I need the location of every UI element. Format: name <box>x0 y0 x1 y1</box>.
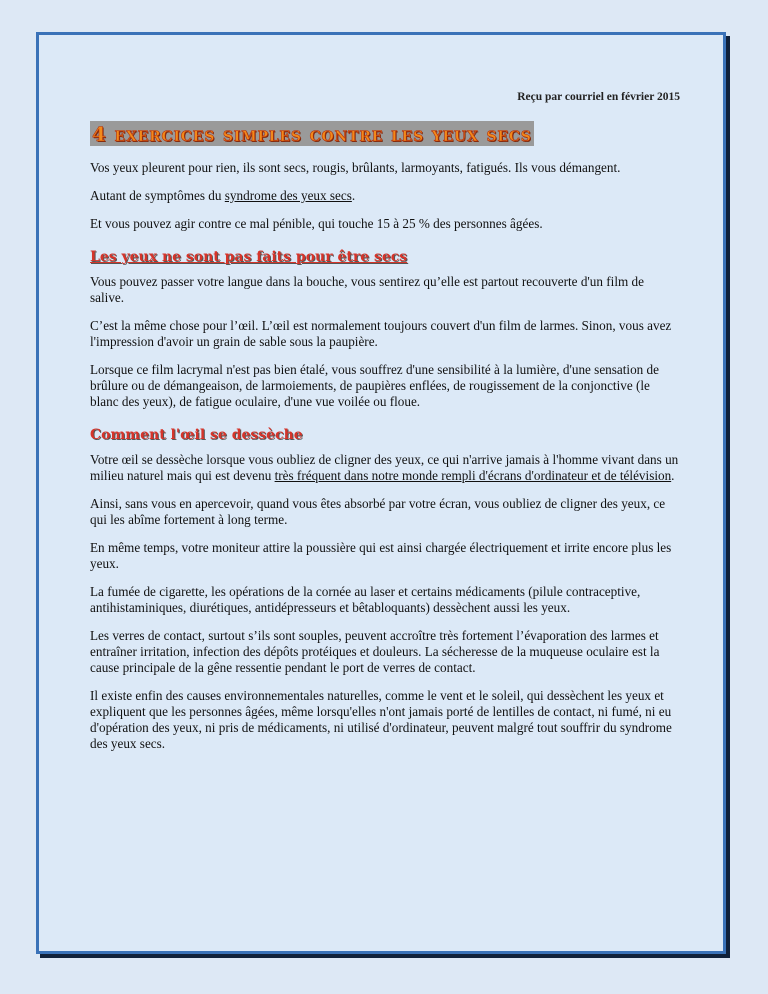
received-note: Reçu par courriel en février 2015 <box>517 91 680 103</box>
section-heading-1-text: Les yeux ne sont pas faits pour être secs <box>90 249 408 265</box>
section2-paragraph-1 <box>90 452 680 484</box>
section2-paragraph-4: La fumée de cigarette, les opérations de la cornée au laser et certains médicaments (pilule contraceptive, antihistaminiques, diurétiques, antidépresseurs et bêtabloquants) dessèchent aussi les yeux. <box>90 584 641 615</box>
section1-paragraph-1: Vous pouvez passer votre langue dans la bouche, vous sentirez qu’elle est partout recouverte d'un film de salive. <box>90 274 645 305</box>
intro-paragraph-2 <box>90 188 680 204</box>
screens-link[interactable]: très fréquent dans notre monde rempli d'écrans d'ordinateur et de télévision <box>274 468 672 483</box>
document-page <box>36 32 726 954</box>
intro-text-end: . <box>351 188 356 203</box>
intro-paragraph-3: Et vous pouvez agir contre ce mal pénible, qui touche 15 à 25 % des personnes âgées. <box>90 216 543 231</box>
document-content <box>90 89 680 764</box>
intro-paragraph-1: Vos yeux pleurent pour rien, ils sont secs, rougis, brûlants, larmoyants, fatigués. Ils vous démangent. <box>90 160 621 175</box>
section-heading-1 <box>90 249 680 266</box>
section2-paragraph-3: En même temps, votre moniteur attire la poussière qui est ainsi chargée électriquement et irrite encore plus les yeux. <box>90 540 672 571</box>
section2-paragraph-5: Les verres de contact, surtout s’ils sont souples, peuvent accroître très fortement l’évaporation des larmes et entraîner irritation, infection des dépôts protéiques et douleurs. La sécheresse de la muqueuse oculaire est la cause principale de la gêne ressentie pendant le port de verres de contact. <box>90 628 660 675</box>
section-heading-2: Comment l'œil se dessèche <box>90 427 303 443</box>
section2-text: Votre œil se dessèche lorsque vous oubliez de cligner des yeux, ce qui n'arrive jamais à l'homme vivant dans un milieu naturel mais qui est devenu <box>90 452 679 483</box>
section2-text-end: . <box>671 468 675 483</box>
section2-paragraph-6: Il existe enfin des causes environnementales naturelles, comme le vent et le soleil, qui dessèchent les yeux et expliquent que les personnes âgées, même lorsqu'elles n'ont jamais porté de lentilles de contact, ni fumé, ni eu d'opération des yeux, ni pris de médicaments, ni utilisé d'ordinateur, peuvent malgré tout souffrir du syndrome des yeux secs. <box>90 688 672 751</box>
syndrome-link[interactable]: syndrome des yeux secs <box>224 188 352 203</box>
intro-text: Autant de symptômes du <box>90 188 225 203</box>
section2-paragraph-2: Ainsi, sans vous en apercevoir, quand vous êtes absorbé par votre écran, vous oubliez de cligner des yeux, ce qui les abîme fortement à long terme. <box>90 496 666 527</box>
section1-paragraph-3: Lorsque ce film lacrymal n'est pas bien étalé, vous souffrez d'une sensibilité à la lumière, d'une sensation de brûlure ou de démangeaison, de larmoiements, de paupières enflées, de rougissement de la conjonctive (le blanc des yeux), de fatigue oculaire, d'une vue voilée ou floue. <box>90 362 660 409</box>
section1-paragraph-2: C’est la même chose pour l’œil. L’œil est normalement toujours couvert d'un film de larmes. Sinon, vous avez l'impression d'avoir un grain de sable sous la paupière. <box>90 318 672 349</box>
document-title: 4 exercices simples contre les yeux secs <box>92 122 532 146</box>
